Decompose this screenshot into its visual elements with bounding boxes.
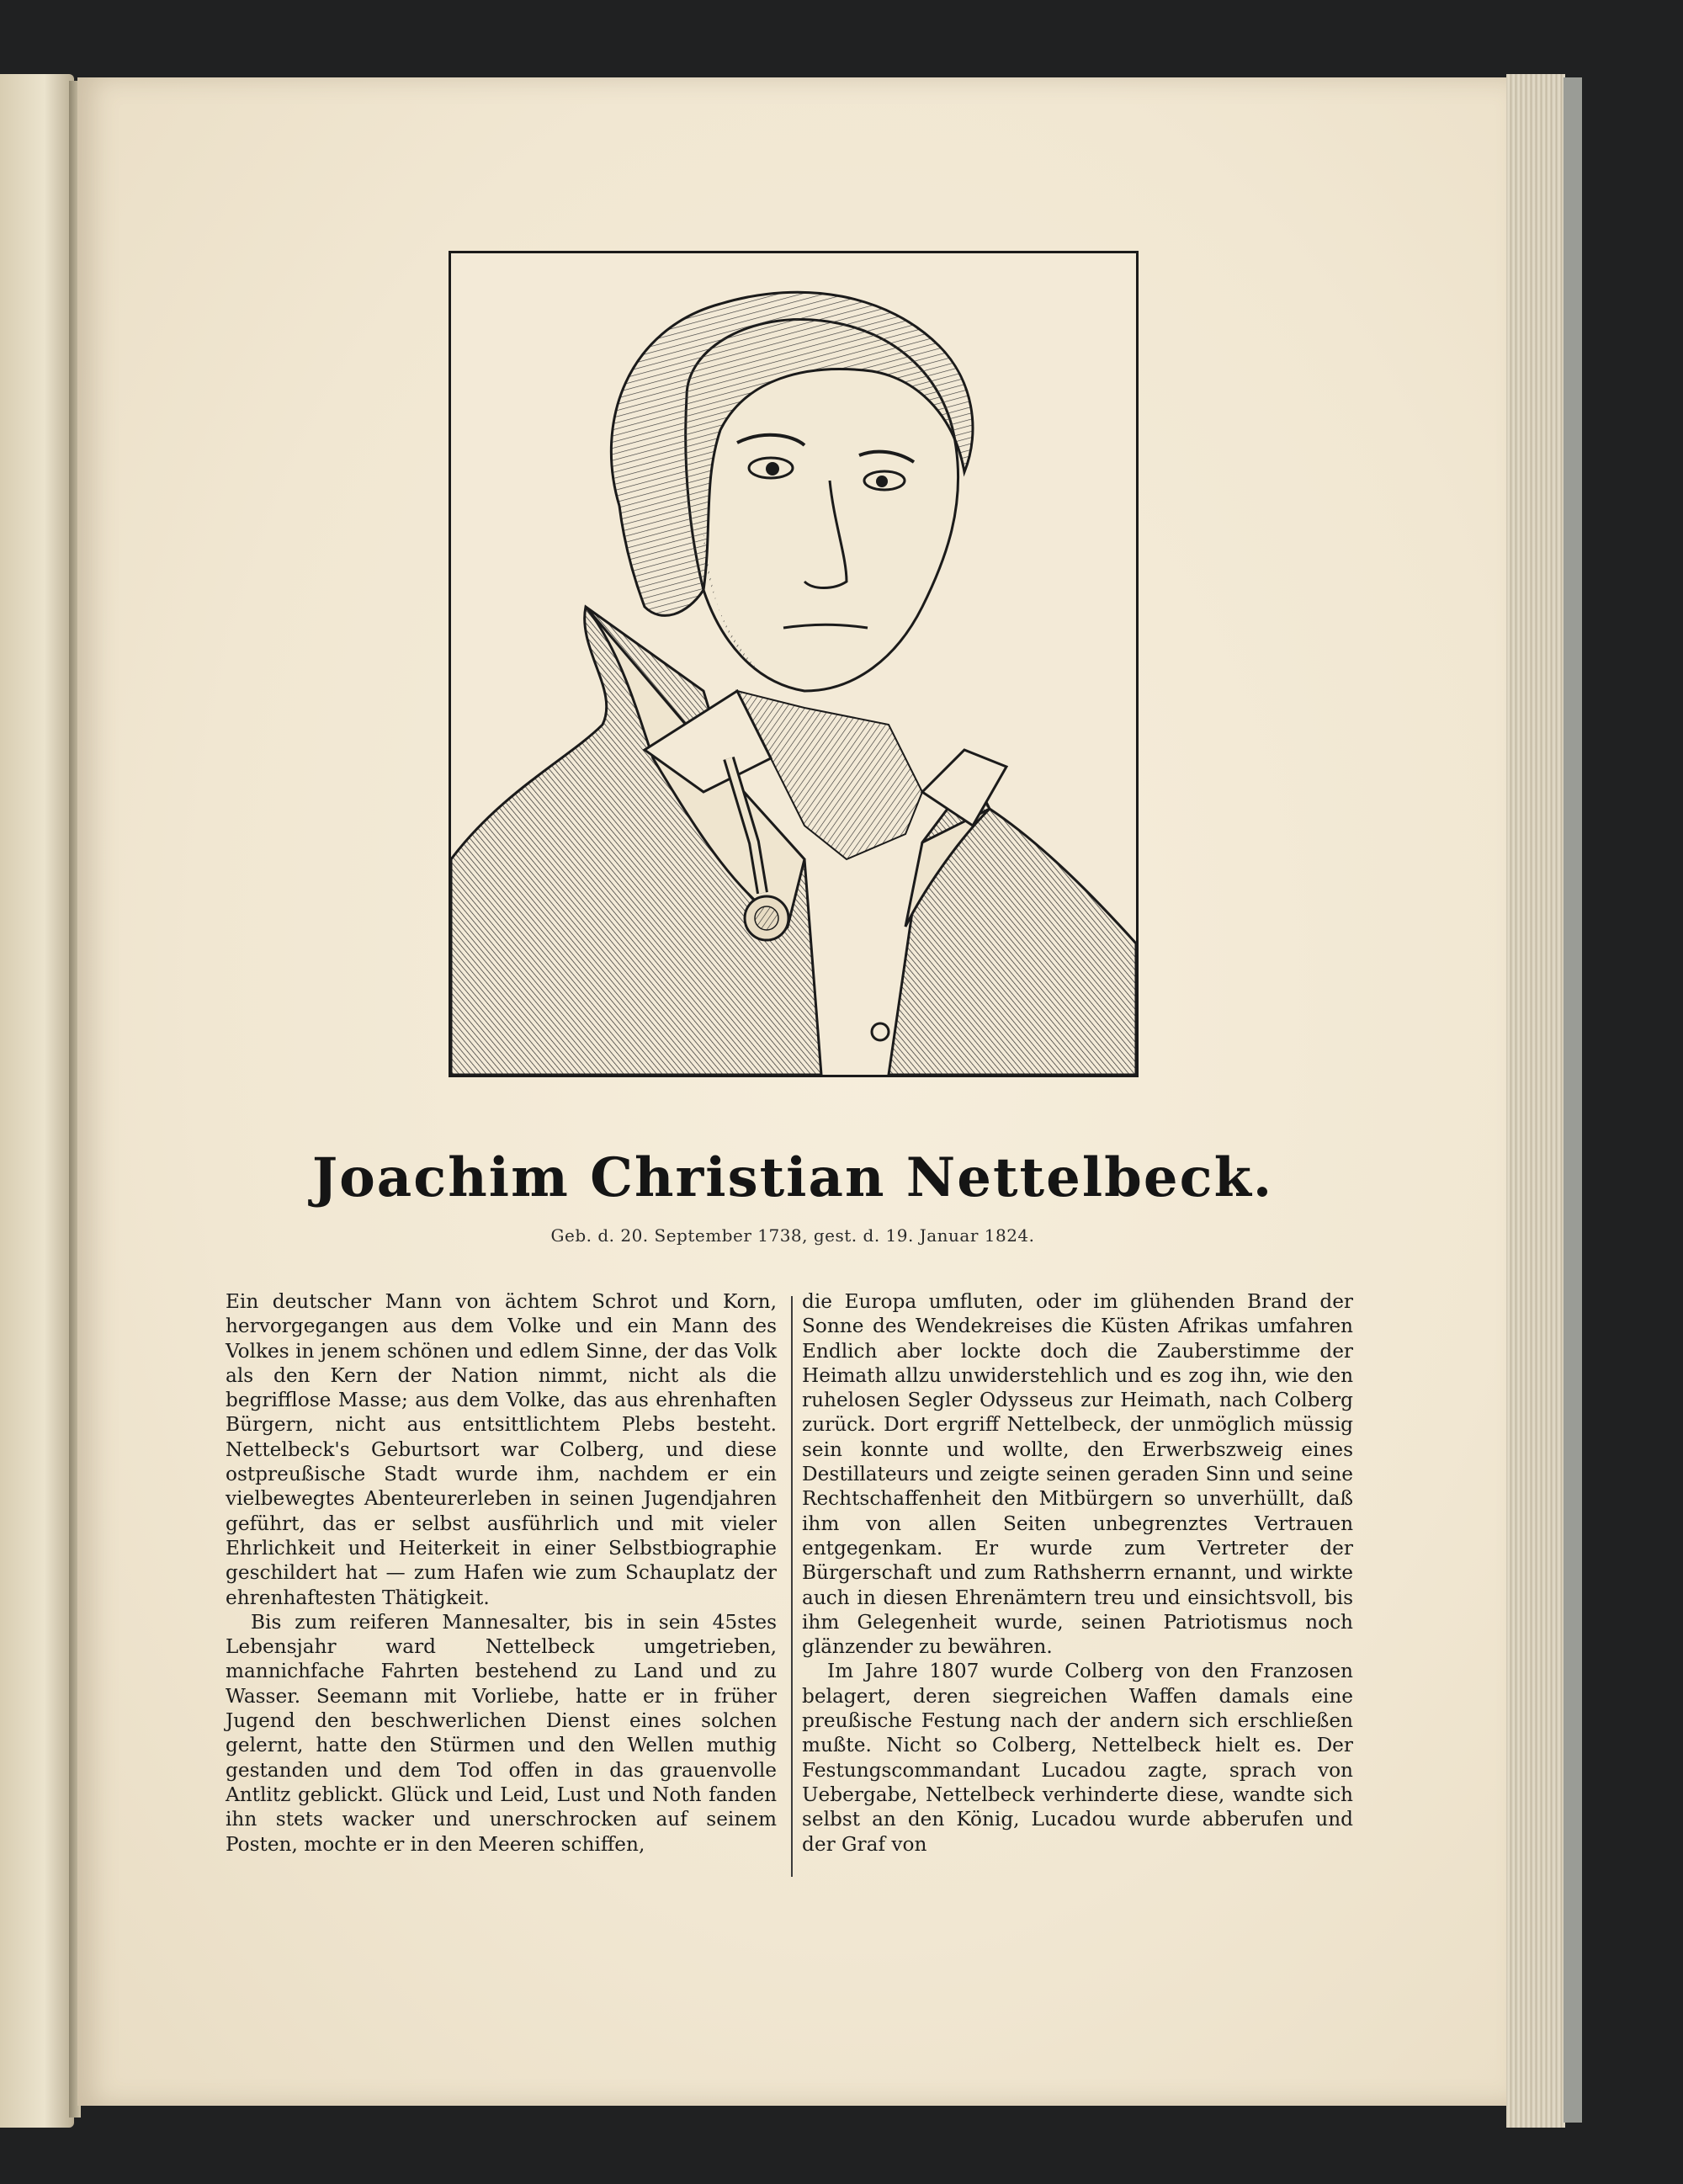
book-cover-edge xyxy=(1564,77,1582,2123)
page-stack-edge xyxy=(1506,74,1565,2128)
paragraph: Bis zum reiferen Mannesalter, bis in sein 45stes Lebensjahr ward Nettelbeck umgetrieben, mannichfache Fahrten bestehend zu Land und zu Wasser. Seemann mit Vorliebe, hatte er in früher Jugend den beschwerlichen Dienst eines solchen gelernt, hatte den Stürmen und den Wellen muthig gestanden und dem Tod offen in das grauenvolle Antlitz geblickt. Glück und Leid, Lust und Noth fanden ihn stets wacker und unerschrocken auf seinem Posten, mochte er in den Meeren schiffen, xyxy=(226,1610,777,1856)
article-subtitle: Geb. d. 20. September 1738, gest. d. 19. Januar 1824. xyxy=(550,1225,1035,1246)
paragraph: die Europa umfluten, oder im glühenden Brand der Sonne des Wendekreises die Küsten Afrikas umfahren Endlich aber lockte doch die Zauberstimme der Heimath allzu unwiderstehlich und es zog ihn, wie den ruhelosen Segler Odysseus zur Heimath, nach Colberg zurück. Dort ergriff Nettelbeck, der unmöglich müssig sein konnte und wollte, den Erwerbszweig eines Destillateurs und zeigte seinen geraden Sinn und seine Rechtschaffenheit den Mitbürgern so unverhüllt, daß ihm von allen Seiten unbegrenztes Vertrauen entgegenkam. Er wurde zum Vertreter der Bürgerschaft und zum Rathsherrn ernannt, und wirkte auch in diesen Ehrenämtern treu und einsichtsvoll, bis ihm Gelegenheit wurde, seinen Patriotismus noch glänzender zu bewähren. xyxy=(802,1290,1353,1659)
portrait-illustration xyxy=(451,253,1136,1075)
column-divider xyxy=(791,1296,793,1877)
text-column-left xyxy=(226,1289,777,1857)
text-column-right xyxy=(802,1289,1353,1857)
paragraph: Im Jahre 1807 wurde Colberg von den Franzosen belagert, deren siegreichen Waffen damals eine preußische Festung nach der andern sich erschließen mußte. Nicht so Colberg, Nettelbeck hielt es. Der Festungscommandant Lucadou zagte, sprach von Uebergabe, Nettelbeck verhinderte diese, wandte sich selbst an den König, Lucadou wurde abberufen und der Graf von xyxy=(802,1660,1353,1856)
paragraph: Ein deutscher Mann von ächtem Schrot und Korn, hervorgegangen aus dem Volke und ein Mann des Volkes in jenem schönen und edlem Sinne, der das Volk als den Kern der Nation nimmt, nicht als die begrifflose Masse; aus dem Volke, das aus ehrenhaften Bürgern, nicht aus entsittlichtem Plebs besteht. Nettelbeck's Geburtsort war Colberg, und diese ostpreußische Stadt wurde ihm, nachdem er ein vielbewegtes Abenteurerleben in seinen Jugendjahren geführt, das er selbst ausführlich und mit vieler Ehrlichkeit und Heiterkeit in einer Selbstbiographie geschildert hat — zum Hafen wie zum Schauplatz der ehrenhaftesten Thätigkeit. xyxy=(226,1290,777,1609)
portrait-engraving xyxy=(449,251,1139,1077)
facing-page-edge xyxy=(0,74,74,2128)
article-title: Joachim Christian Nettelbeck. xyxy=(311,1146,1274,1209)
